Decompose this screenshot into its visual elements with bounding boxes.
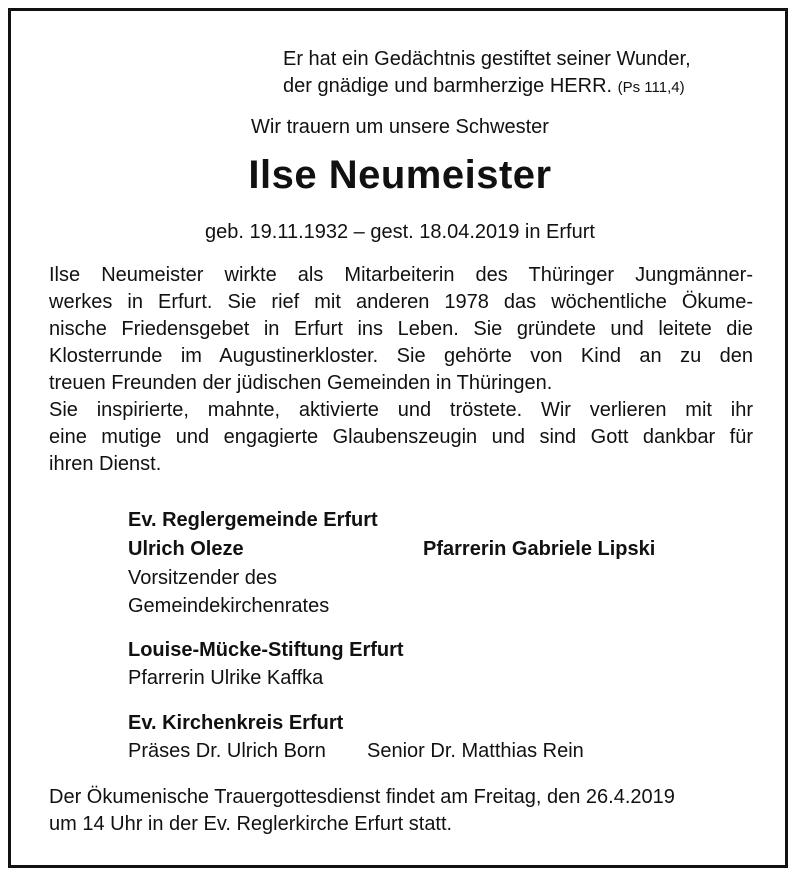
obituary-line: werkes in Erfurt. Sie rief mit anderen 1978 das wöchentliche Ökume-: [49, 291, 753, 313]
signatory-org-kirchenkreis: Ev. Kirchenkreis Erfurt: [128, 712, 344, 734]
mourning-intro: Wir trauern um unsere Schwester: [251, 116, 549, 138]
obituary-line: Klosterrunde im Augustinerkloster. Sie gehörte von Kind an zu den: [49, 345, 753, 367]
verse-reference: (Ps 111,4): [617, 79, 685, 96]
obituary-line: eine mutige und engagierte Glaubenszeugin und sind Gott dankbar für: [49, 426, 753, 448]
funeral-line-2: um 14 Uhr in der Ev. Reglerkirche Erfurt statt.: [49, 813, 453, 835]
obituary-text: [49, 262, 753, 478]
obituary-line: treuen Freunden der jüdischen Gemeinden in Thüringen.: [49, 372, 553, 394]
signatory-role-line-1: Vorsitzender des: [128, 567, 277, 589]
signatory-ulrich-born: Präses Dr. Ulrich Born: [128, 740, 326, 762]
life-dates: geb. 19.11.1932 – gest. 18.04.2019 in Erfurt: [205, 221, 595, 243]
obituary-line: Sie inspirierte, mahnte, aktivierte und tröstete. Wir verlieren mit ihr: [49, 399, 753, 421]
obituary-line: Ilse Neumeister wirkte als Mitarbeiterin des Thüringer Jungmänner-: [49, 264, 753, 286]
signatory-ulrich-oleze: Ulrich Oleze: [128, 538, 244, 560]
obituary-line: nische Friedensgebet in Erfurt ins Leben. Sie gründete und leitete die: [49, 318, 753, 340]
funeral-notice: [49, 784, 759, 838]
obituary-line: ihren Dienst.: [49, 453, 162, 475]
bible-verse: [283, 46, 691, 101]
signatory-org-reglergemeinde: Ev. Reglergemeinde Erfurt: [128, 509, 378, 531]
deceased-name: Ilse Neumeister: [248, 153, 552, 197]
signatory-role-line-2: Gemeindekirchenrates: [128, 595, 330, 617]
verse-line-2: [283, 73, 691, 101]
verse-line-2-text: der gnädige und barmherzige HERR.: [283, 75, 613, 97]
verse-line-1: Er hat ein Gedächtnis gestiftet seiner Wunder,: [283, 48, 691, 70]
signatory-gabriele-lipski: Pfarrerin Gabriele Lipski: [423, 538, 656, 560]
signatory-ulrike-kaffka: Pfarrerin Ulrike Kaffka: [128, 667, 324, 689]
signatory-org-stiftung: Louise-Mücke-Stiftung Erfurt: [128, 639, 404, 661]
funeral-line-1: Der Ökumenische Trauergottesdienst findet am Freitag, den 26.4.2019: [49, 786, 675, 808]
signatory-matthias-rein: Senior Dr. Matthias Rein: [367, 740, 584, 762]
